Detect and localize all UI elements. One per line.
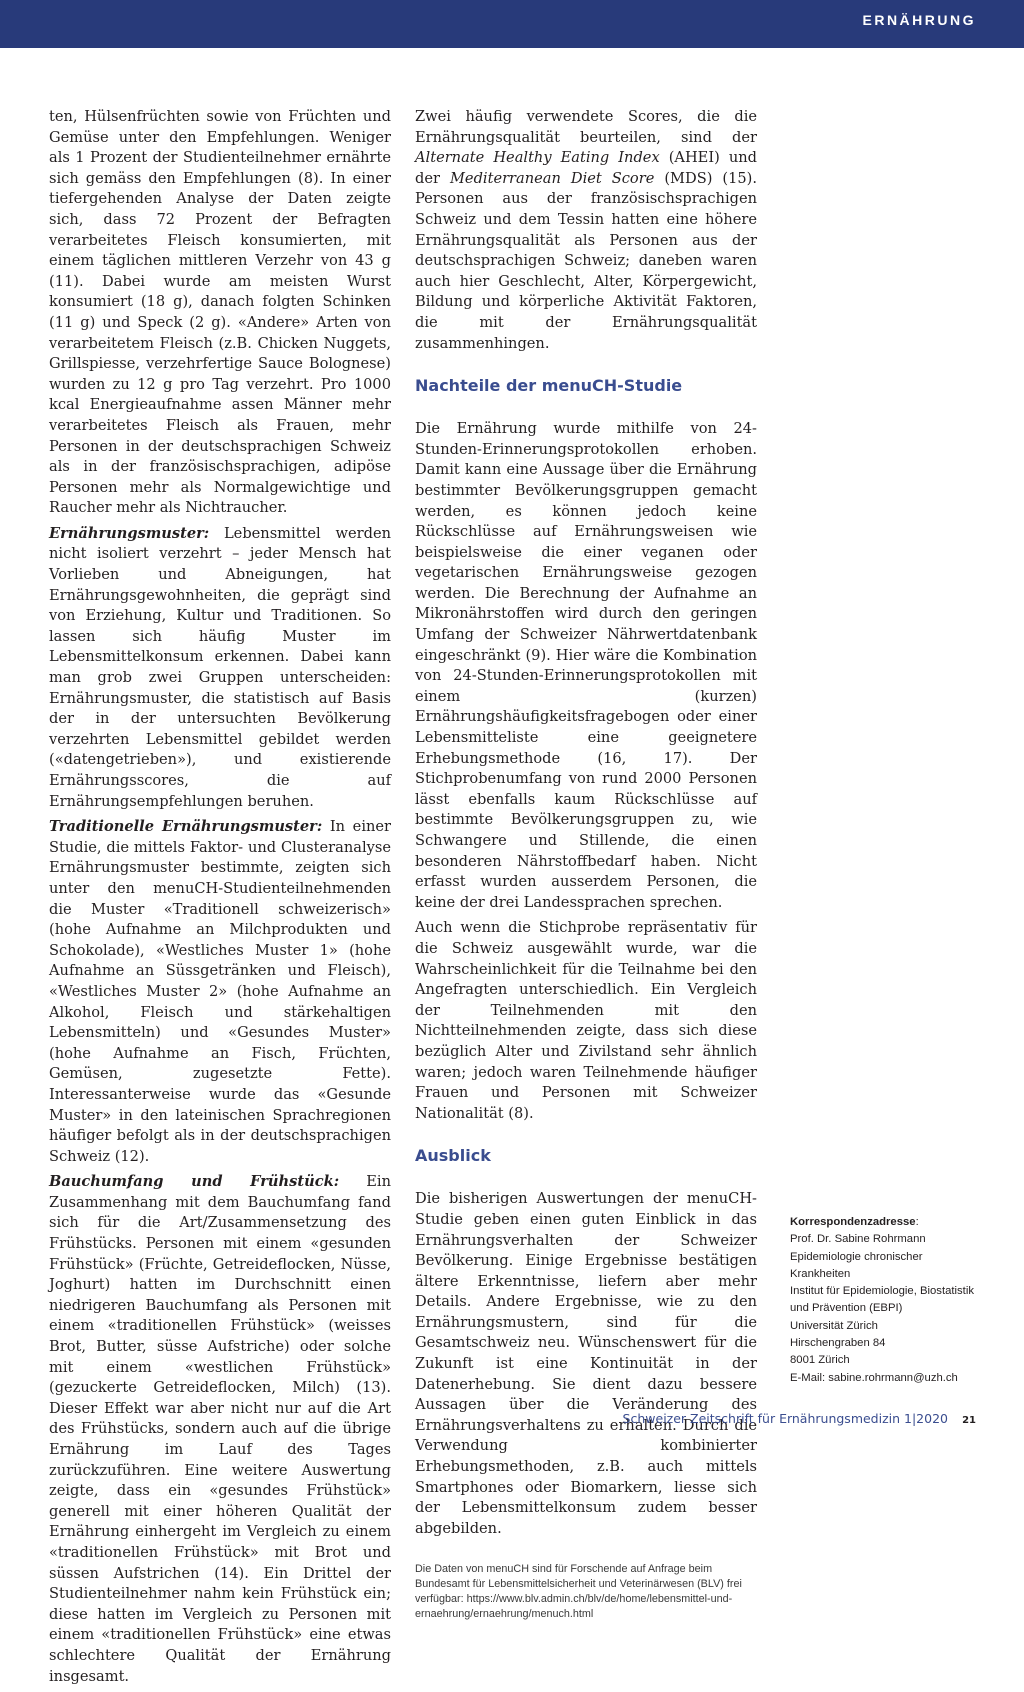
section-label: ERNÄHRUNG xyxy=(862,12,976,28)
journal-footer: Schweizer Zeitschrift für Ernährungsmedizin 1|2020 xyxy=(622,1411,948,1426)
paragraph: ten, Hülsenfrüchten sowie von Früchten und Gemüse unter den Empfehlungen. Weniger als 1 Prozent der Studienteilnehmer ernährte sich gemäss den Empfehlungen (8). In einer tiefergehenden Analyse der Daten zeigte sich, dass 72 Prozent der Befragten verarbeitetes Fleisch konsumierten, mit einem täglichen mittleren Verzehr von 43 g (11). Dabei wurde am meisten Wurst konsumiert (18 g), danach folgten Schinken (11 g) und Speck (2 g). «Andere» Arten von verarbeitetem Fleisch (z.B. Chicken Nuggets, Grillspiesse, verzehrfertige Sauce Bolognese) wurden zu 12 g pro Tag verzehrt. Pro 1000 kcal Energieaufnahme assen Männer mehr verarbeitetes Fleisch als Frauen, mehr Personen in der deutschsprachigen Schweiz als in der französischsprachigen, adipöse Personen mehr als Normalgewichtige und Raucher mehr als Nichtraucher. xyxy=(49,108,391,517)
contact-line: Institut für Epidemiologie, Biostatistik xyxy=(790,1285,974,1298)
paragraph-text: Lebensmittel werden nicht isoliert verzehrt – jeder Mensch hat Vorlieben und Abneigungen, hat Ernährungsgewohnheiten, die geprägt sind von Erziehung, Kultur und Traditionen. So lassen sich häufig Muster im Lebensmittelkonsum erkennen. Dabei kann man grob zwei Gruppen unterscheiden: Ernährungsmuster, die statistisch auf Basis der in der untersuchten Bevölkerung verzehrten Lebensmittel gebildet werden («datengetrieben»), und existierende Ernährungsscores, die auf Ernährungsempfehlungen beruhen. xyxy=(49,524,391,810)
left-column xyxy=(49,107,391,1692)
contact-line: Prof. Dr. Sabine Rohrmann xyxy=(790,1233,926,1246)
data-availability-footnote: Die Daten von menuCH sind für Forschende auf Anfrage beim Bundesamt für Lebensmittelsicherheit und Veterinärwesen (BLV) frei verfügbar: https://www.blv.admin.ch/blv/de/home/lebensmittel-und-ernaehrung/ernaehrung/menuch.html xyxy=(415,1563,742,1621)
paragraph-text: (MDS) (15). Personen aus der französischsprachigen Schweiz und dem Tessin hatten eine höhere Ernährungsqualität als Personen aus der deutschsprachigen Schweiz; daneben waren auch hier Geschlecht, Alter, Körpergewicht, Bildung und körperliche Aktivität Faktoren, die mit der Ernährungsqualität zusammenhingen. xyxy=(415,169,758,352)
paragraph xyxy=(415,107,757,354)
section-heading: Nachteile der menuCH-Studie xyxy=(415,376,683,396)
paragraph: Die Ernährung wurde mithilfe von 24-Stunden-Erinnerungsprotokollen erhoben. Damit kann eine Aussage über die Ernährung bestimmter Bevölkerungsgruppen gemacht werden, es können jedoch keine Rückschlüsse auf Ernährungsweisen wie beispielsweise die einer veganen oder vegetarischen Ernährungsweise gezogen werden. Die Berechnung der Aufnahme an Mikronährstoffen wird durch den geringen Umfang der Schweizer Nährwertdatenbank eingeschränkt (9). Hier wäre die Kombination von 24-Stunden-Erinnerungsprotokollen mit einem (kurzen) Ernährungshäufigkeitsfragebogen oder einer Lebensmitteliste eine geeignetere Erhebungsmethode (16, 17). Der Stichprobenumfang von rund 2000 Personen lässt ebenfalls kaum Rückschlüsse auf bestimmte Bevölkerungsgruppen zu, wie Schwangere und Stillende, die einen besonderen Nährstoffbedarf haben. Nicht erfasst wurden ausserdem Personen, die keine der drei Landessprachen sprechen. xyxy=(415,420,757,911)
score-name: Mediterranean Diet Score xyxy=(449,169,655,187)
contact-email: E-Mail: sabine.rohrmann@uzh.ch xyxy=(790,1371,958,1384)
paragraph-text: Ein Zusammenhang mit dem Bauchumfang fand sich für die Art/Zusammensetzung des Frühstücks. Personen mit einem «gesunden Frühstück» (Früchte, Getreideflocken, Nüsse, Joghurt) hatten im Durchschnitt einen niedrigeren Bauchumfang als Personen mit einem «traditionellen Frühstück» (weisses Brot, Butter, süsse Aufstriche) oder solche mit einem «westlichen Frühstück» (gezuckerte Getreideflocken, Milch) (13). Dieser Effekt war aber nicht nur auf die Art des Frühstücks, sondern auch auf die übrige Ernährung im Lauf des Tages zurückzuführen. Eine weitere Auswertung zeigte, dass ein «gesundes Frühstück» generell mit einer höheren Qualität der Ernährung einhergeht im Vergleich zu einem «traditionellen Frühstück» mit Brot und süssen Aufstrichen (14). Ein Drittel der Studienteilnehmer nahm kein Frühstück ein; diese hatten im Vergleich zu Personen mit einem «traditionellen Frühstück» eine etwas schlechtere Qualität der Ernährung insgesamt. xyxy=(49,1173,391,1685)
contact-line: 8001 Zürich xyxy=(790,1354,850,1367)
contact-line: Universität Zürich xyxy=(790,1319,878,1332)
contact-title: Korrespondenzadresse xyxy=(790,1216,916,1228)
contact-line: Epidemiologie chronischer xyxy=(790,1250,923,1263)
paragraph-text: (AHEI) und der xyxy=(415,149,757,187)
contact-line: Hirschengraben 84 xyxy=(790,1337,886,1350)
middle-column xyxy=(415,107,757,1622)
section-header-bar xyxy=(0,0,1024,48)
paragraph xyxy=(49,524,391,812)
paragraph: Die bisherigen Auswertungen der menuCH-Studie geben einen guten Einblick in das Ernährungsverhalten der Schweizer Bevölkerung. Einige Ergebnisse bestätigen ältere Erkenntnisse, liefern aber mehr Details. Andere Ergebnisse, wie zu den Ernährungsmustern, sind für die Gesamtschweiz neu. Wünschenswert für die Zukunft ist eine Kontinuität in der Datenerhebung. Sie dient dazu bessere Aussagen über die Veränderung des Ernährungsverhaltens zu erhalten. Durch die Verwendung kombinierter Erhebungsmethoden, z.B. auch mittels Smartphones oder Biomarkern, liesse sich der Lebensmittelkonsum zudem besser abgebilden. xyxy=(415,1190,757,1537)
paragraph xyxy=(49,1172,391,1687)
paragraph-lead: Bauchumfang und Frühstück: xyxy=(49,1173,340,1191)
score-name: Alternate Healthy Eating Index xyxy=(415,149,660,167)
page-number: 21 xyxy=(962,1415,976,1426)
paragraph-text: Zwei häufig verwendete Scores, die die Ernährungsqualität beurteilen, sind der xyxy=(415,108,757,146)
paragraph: Auch wenn die Stichprobe repräsentativ für die Schweiz ausgewählt wurde, war die Wahrscheinlichkeit für die Teilnahme bei den Angefragten unterschiedlich. Ein Vergleich der Teilnehmenden mit den Nichtteilnehmenden zeigte, dass sich diese bezüglich Alter und Zivilstand sehr ähnlich waren; jedoch waren Teilnehmende häufiger Frauen und Personen mit Schweizer Nationalität (8). xyxy=(415,919,757,1122)
correspondence-address xyxy=(790,1214,990,1387)
paragraph xyxy=(49,817,391,1167)
section-heading: Ausblick xyxy=(415,1146,491,1166)
contact-line: Krankheiten xyxy=(790,1267,851,1280)
paragraph-lead: Traditionelle Ernährungsmuster: xyxy=(49,818,323,836)
paragraph-lead: Ernährungsmuster: xyxy=(49,524,210,542)
contact-title-colon: : xyxy=(915,1216,919,1228)
contact-line: und Prävention (EBPI) xyxy=(790,1302,903,1315)
paragraph-text: In einer Studie, die mittels Faktor- und Clusteranalyse Ernährungsmuster bestimmte, zeigten sich unter den menuCH-Studienteilnehmenden die Muster «Traditionell schweizerisch» (hohe Aufnahme an Milchprodukten und Schokolade), «Westliches Muster 1» (hohe Aufnahme an Süssgetränken und Fleisch), «Westliches Muster 2» (hohe Aufnahme an Alkohol, Fleisch und stärkehaltigen Lebensmitteln) und «Gesundes Muster» (hohe Aufnahme an Fisch, Früchten, Gemüsen, zugesetzte Fette). Interessanterweise wurde das «Gesunde Muster» in den lateinischen Sprachregionen häufiger befolgt als in der deutschsprachigen Schweiz (12). xyxy=(49,818,391,1165)
